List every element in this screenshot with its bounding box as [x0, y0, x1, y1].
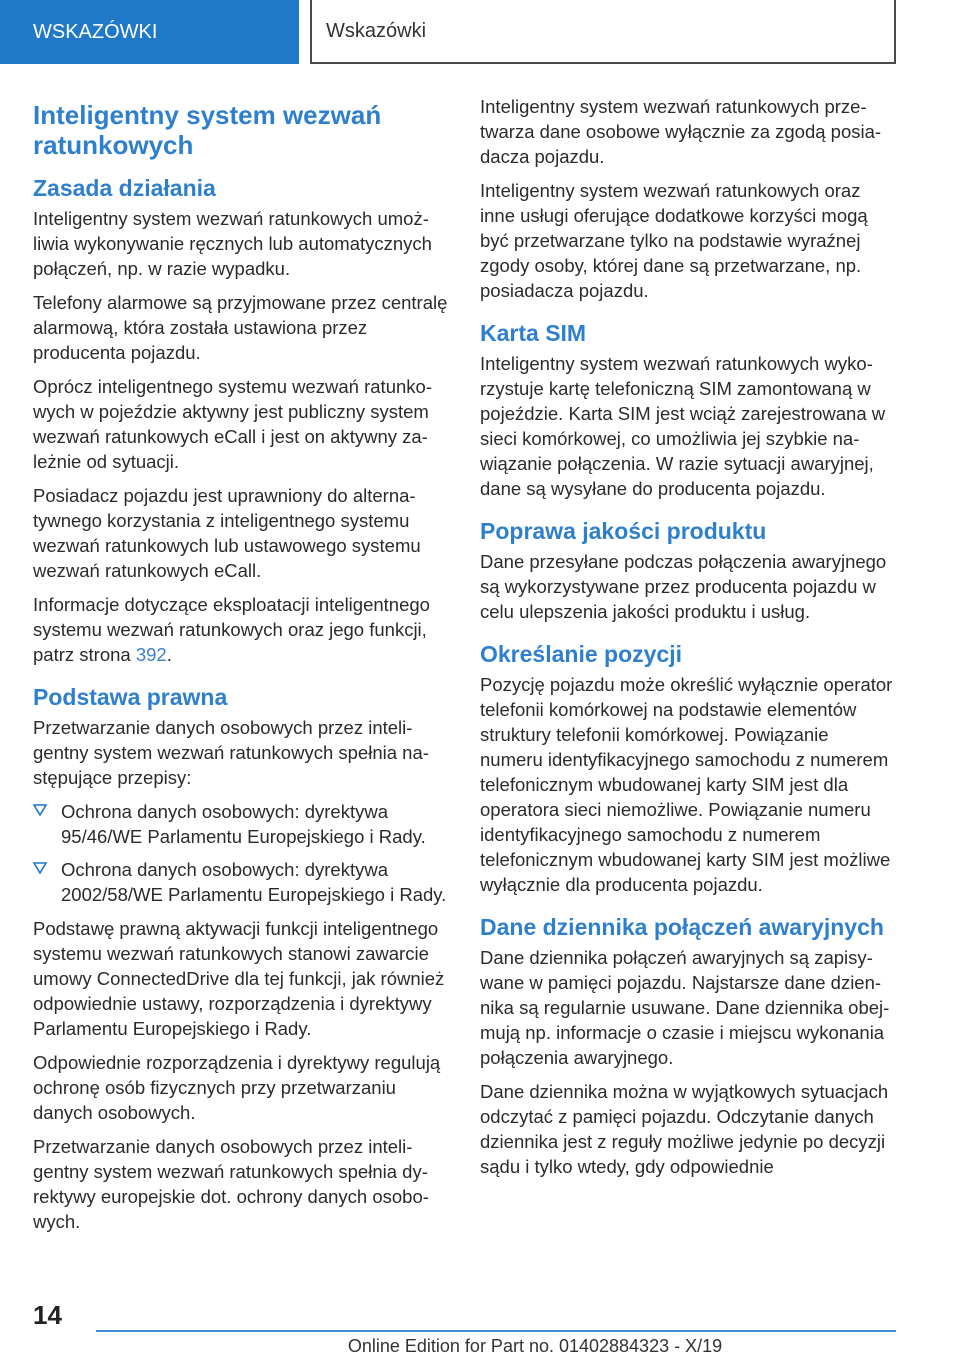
- heading-dane-dziennika: Dane dziennika połączeń awaryjnych: [480, 914, 884, 940]
- footer-divider: [96, 1330, 896, 1332]
- paragraph: Pozycję pojazdu może określić wyłącznie operator telefonii komórkowej na podstawie elementów struktury telefonii komórkowej. Powiązanie numeru identyfikacyjnego samochodu z numerem telefonicznym wbudowanej karty SIM jest dla operatora sieci niemożliwe. Powiązanie numeru identyfikacyjnego samochodu z numerem telefonicznym wbudowanej karty SIM jest możliwe wyłącznie dla producenta pojazdu.: [480, 674, 893, 895]
- paragraph: Dane przesyłane podczas połączenia awaryjnego są wykorzystywane przez producenta pojazdu w celu ulepszenia jakości produktu i usług.: [480, 551, 887, 622]
- paragraph: Dane dziennika można w wyjątkowych sytuacjach odczytać z pamięci pojazdu. Odczytanie danych dziennika jest z reguły możliwe jedynie po decyzji sądu i tylko wtedy, gdy odpowiednie: [480, 1081, 889, 1177]
- paragraph: Inteligentny system wezwań ratunkowych oraz inne usługi oferujące dodatkowe korzyści mogą być przetwarzane tylko na podstawie wyraźnej zgody osoby, której dane są przetwarzane, np. posiadacza pojazdu.: [480, 180, 868, 301]
- left-column: [33, 100, 449, 1243]
- paragraph-text: .: [166, 644, 172, 665]
- paragraph: Inteligentny system wezwań ratunkowych przetwarza dane osobowe wyłącznie za zgodą posiadacza pojazdu.: [480, 96, 882, 167]
- heading-poprawa-jakosci: Poprawa jakości produktu: [480, 518, 767, 544]
- footer-edition: Online Edition for Part no. 01402884323 - X/19: [347, 1336, 723, 1356]
- paragraph: Odpowiednie rozporządzenia i dyrektywy regulują ochronę osób fizycznych przy przetwarzaniu danych osobowych.: [33, 1052, 441, 1123]
- triangle-bullet-icon: [33, 803, 47, 817]
- heading-zasada-dzialania: Zasada działania: [33, 175, 216, 201]
- list-item-text: Ochrona danych osobowych: dyrektywa 2002/58/WE Parlamentu Europejskiego i Rady.: [61, 859, 447, 905]
- section-tab: WSKAZÓWKI: [0, 0, 299, 64]
- list-item-text: Ochrona danych osobowych: dyrektywa 95/46/WE Parlamentu Europejskiego i Rady.: [61, 801, 426, 847]
- heading-podstawa-prawna: Podstawa prawna: [33, 684, 228, 710]
- paragraph-text: Informacje dotyczące eksploatacji inteligentnego systemu wezwań ratunkowych oraz jego funkcji, patrz strona: [33, 594, 430, 665]
- paragraph: Inteligentny system wezwań ratunkowych wykorzystuje kartę telefoniczną SIM zamontowaną w pojeździe. Karta SIM jest wciąż zarejestrowana w sieci komórkowej, co umożliwia jej szybkie nawiązanie połączenia. W razie sytuacji awaryjnej, dane są wysyłane do producenta pojazdu.: [480, 353, 886, 499]
- section-title: Wskazówki: [310, 0, 896, 64]
- page-number: 14: [33, 1300, 62, 1330]
- paragraph: Oprócz inteligentnego systemu wezwań ratunkowych w pojeździe aktywny jest publiczny system wezwań ratunkowych eCall i jest on aktywny zależnie od sytuacji.: [33, 376, 432, 472]
- paragraph: Podstawę prawną aktywacji funkcji inteligentnego systemu wezwań ratunkowych stanowi zawarcie umowy ConnectedDrive dla tej funkcji, jak również odpowiednie ustawy, rozporządzenia i dyrektywy Parlamentu Europejskiego i Rady.: [33, 918, 445, 1039]
- triangle-bullet-icon: [33, 861, 47, 875]
- list-item: [33, 857, 449, 907]
- bullet-list: [33, 799, 449, 907]
- paragraph: Telefony alarmowe są przyjmowane przez centralę alarmową, która została ustawiona przez producenta pojazdu.: [33, 292, 448, 363]
- list-item: [33, 799, 449, 849]
- paragraph: Przetwarzanie danych osobowych przez inteligentny system wezwań ratunkowych spełnia dyrektywy europejskie dot. ochrony danych osobowych.: [33, 1136, 429, 1232]
- page-link[interactable]: 392: [135, 644, 167, 665]
- page-title: Inteligentny system wezwań ratunkowych: [33, 100, 382, 160]
- heading-karta-sim: Karta SIM: [480, 320, 587, 346]
- paragraph: Posiadacz pojazdu jest uprawniony do alternatywnego korzystania z inteligentnego systemu wezwań ratunkowych lub ustawowego systemu wezwań ratunkowych eCall.: [33, 485, 421, 581]
- paragraph-with-link: [33, 592, 449, 667]
- heading-okreslanie-pozycji: Określanie pozycji: [480, 641, 682, 667]
- paragraph: Przetwarzanie danych osobowych przez inteligentny system wezwań ratunkowych spełnia następujące przepisy:: [33, 717, 429, 788]
- paragraph: Dane dziennika połączeń awaryjnych są zapisywane w pamięci pojazdu. Najstarsze dane dziennika są regularnie usuwane. Dane dziennika obejmują np. informacje o czasie i miejscu wykonania połączenia awaryjnego.: [480, 947, 890, 1068]
- right-column: [480, 94, 896, 1188]
- paragraph: Inteligentny system wezwań ratunkowych umożliwia wykonywanie ręcznych lub automatycznych połączeń, np. w razie wypadku.: [33, 208, 432, 279]
